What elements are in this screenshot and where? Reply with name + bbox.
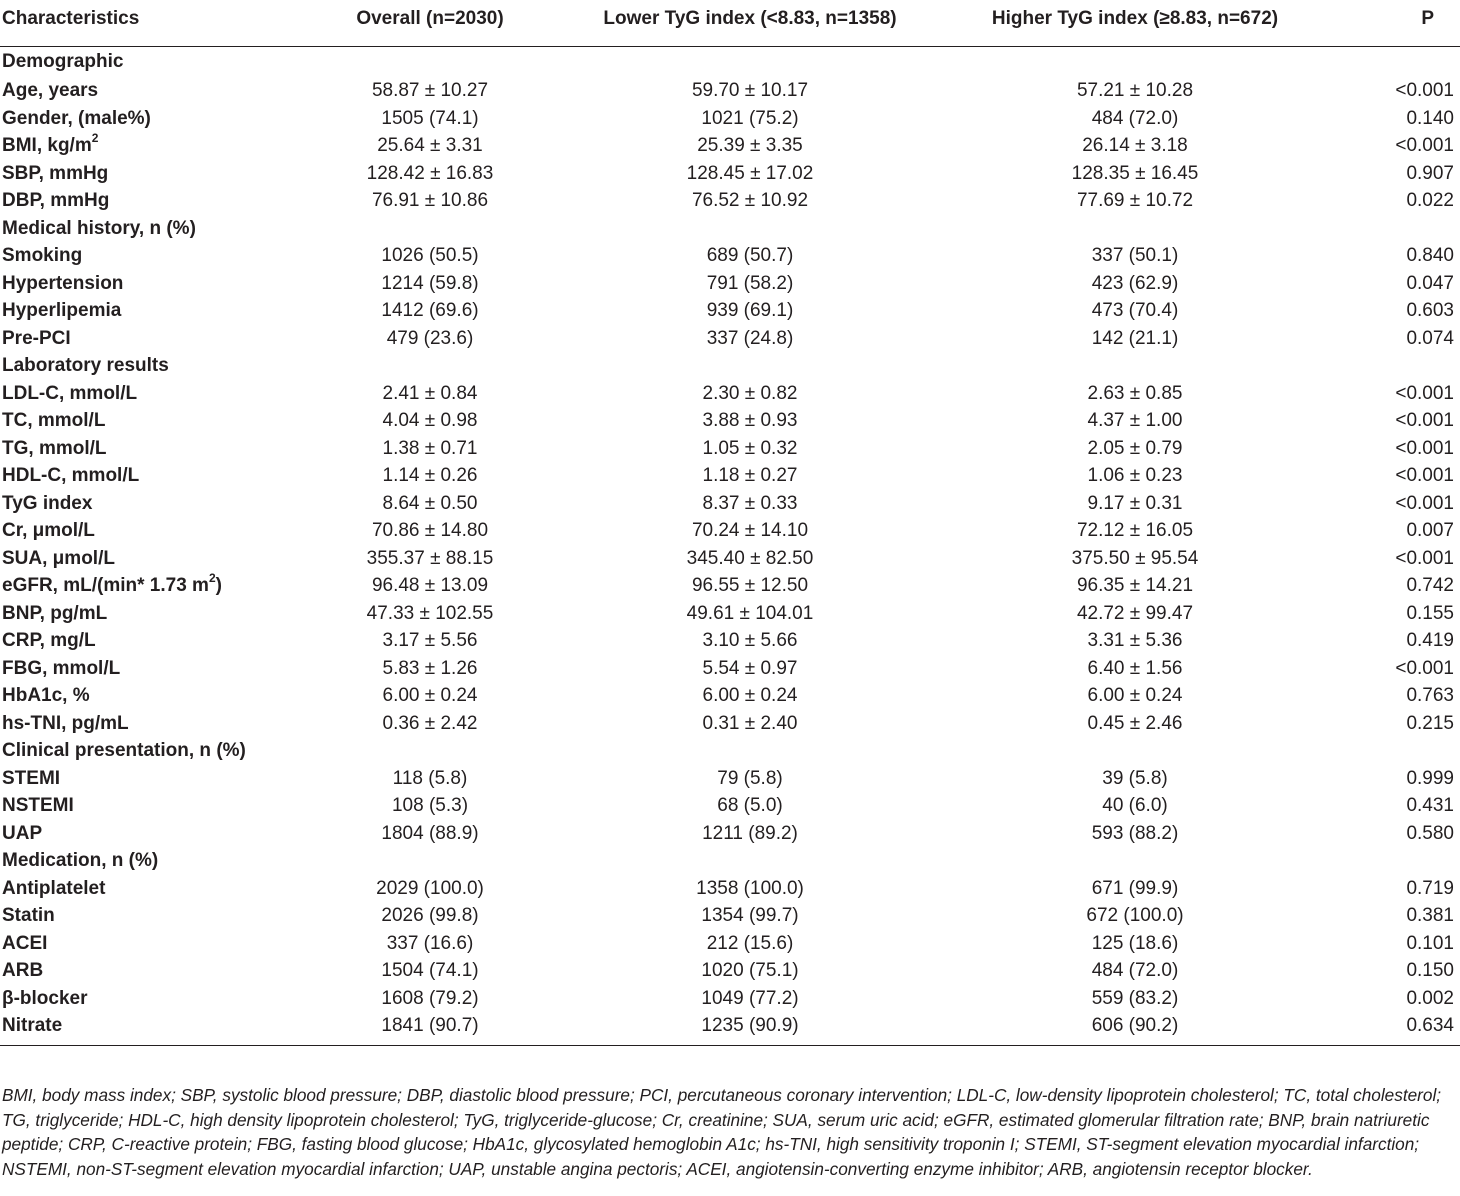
- section-row: [0, 737, 1460, 765]
- cell-overall: 1841 (90.7): [300, 1012, 560, 1046]
- table-row: [0, 682, 1460, 710]
- cell-overall: 96.48 ± 13.09: [371, 575, 489, 597]
- cell-p-value: 0.140: [1406, 107, 1454, 129]
- cell-higher-tyg: 484 (72.0): [1091, 107, 1179, 129]
- row-label: [0, 1012, 300, 1046]
- cell-p-value: [1330, 215, 1460, 243]
- section-label: [0, 737, 300, 765]
- cell-higher-tyg: 77.69 ± 10.72: [1076, 190, 1194, 212]
- section-row: [0, 847, 1460, 875]
- cell-higher-tyg: 42.72 ± 99.47: [1076, 602, 1194, 624]
- cell-overall: 2026 (99.8): [381, 905, 479, 927]
- cell-lower-tyg: 2.30 ± 0.82: [702, 382, 798, 404]
- cell-lower-tyg: 1021 (75.2): [701, 107, 799, 129]
- cell-lower-tyg: 70.24 ± 14.10: [691, 520, 809, 542]
- cell-lower-tyg: 939 (69.1): [706, 300, 794, 322]
- row-label-text: Age, years: [2, 80, 99, 102]
- cell-overall: [300, 737, 560, 765]
- cell-overall: 108 (5.3): [391, 795, 469, 817]
- cell-overall: 58.87 ± 10.27: [371, 80, 489, 102]
- row-label-text: STEMI: [2, 767, 61, 789]
- cell-p-value: 0.580: [1406, 822, 1454, 844]
- row-label-text: UAP: [2, 822, 43, 844]
- row-label-text: FBG, mmol/L: [2, 657, 121, 679]
- section-label: [0, 352, 300, 380]
- cell-p-value: 0.840: [1406, 245, 1454, 267]
- cell-higher-tyg: 128.35 ± 16.45: [1071, 162, 1199, 184]
- table-row: [0, 407, 1460, 435]
- cell-overall: 1.14 ± 0.26: [382, 465, 478, 487]
- row-label: [0, 490, 300, 518]
- cell-lower-tyg: [560, 47, 940, 78]
- section-row: [0, 352, 1460, 380]
- cell-lower-tyg: [560, 352, 940, 380]
- cell-lower-tyg: 337 (24.8): [706, 327, 794, 349]
- cell-higher-tyg: 671 (99.9): [1091, 877, 1179, 899]
- row-label: [0, 792, 300, 820]
- table-row: [0, 242, 1460, 270]
- table-body: [0, 47, 1460, 1046]
- header-overall: Overall (n=2030): [300, 8, 560, 47]
- cell-higher-tyg: 6.40 ± 1.56: [1087, 657, 1183, 679]
- cell-overall: 4.04 ± 0.98: [382, 410, 478, 432]
- row-label-text: Gender, (male%): [2, 107, 151, 129]
- row-label: [0, 77, 300, 105]
- section-label: [0, 47, 300, 78]
- cell-overall: 1026 (50.5): [381, 245, 479, 267]
- row-label-superscript: 2: [208, 570, 216, 585]
- cell-lower-tyg: 791 (58.2): [706, 272, 794, 294]
- row-label-suffix: ): [215, 575, 222, 597]
- cell-overall: 2.41 ± 0.84: [382, 382, 478, 404]
- cell-overall: 6.00 ± 0.24: [382, 685, 478, 707]
- cell-overall: [300, 47, 560, 78]
- row-label: [0, 655, 300, 683]
- table-row: [0, 1012, 1460, 1046]
- cell-p-value: 0.907: [1406, 162, 1454, 184]
- cell-lower-tyg: 689 (50.7): [706, 245, 794, 267]
- row-label: [0, 435, 300, 463]
- section-row: [0, 47, 1460, 78]
- table-row: [0, 435, 1460, 463]
- table-row: [0, 572, 1460, 600]
- row-label: [0, 930, 300, 958]
- header-characteristics: Characteristics: [0, 8, 300, 47]
- cell-overall: 1412 (69.6): [381, 300, 479, 322]
- cell-higher-tyg: 423 (62.9): [1091, 272, 1179, 294]
- row-label-text: eGFR, mL/(min* 1.73 m: [2, 575, 209, 597]
- row-label: [0, 600, 300, 628]
- row-label-text: hs-TNI, pg/mL: [2, 712, 129, 734]
- table-row: [0, 462, 1460, 490]
- cell-lower-tyg: 1049 (77.2): [701, 987, 799, 1009]
- row-label: [0, 105, 300, 133]
- cell-lower-tyg: 1020 (75.1): [701, 960, 799, 982]
- table-row: [0, 792, 1460, 820]
- table-row: [0, 627, 1460, 655]
- cell-higher-tyg: [940, 737, 1330, 765]
- cell-p-value: 0.719: [1406, 877, 1454, 899]
- cell-lower-tyg: [560, 215, 940, 243]
- table-row: [0, 270, 1460, 298]
- cell-lower-tyg: 1358 (100.0): [696, 877, 804, 899]
- cell-higher-tyg: 484 (72.0): [1091, 960, 1179, 982]
- cell-p-value: <0.001: [1395, 657, 1454, 679]
- cell-higher-tyg: [940, 847, 1330, 875]
- row-label-text: Antiplatelet: [2, 877, 106, 899]
- cell-lower-tyg: 345.40 ± 82.50: [686, 547, 814, 569]
- cell-overall: 1504 (74.1): [381, 960, 479, 982]
- cell-higher-tyg: 26.14 ± 3.18: [1082, 135, 1188, 157]
- row-label: [0, 627, 300, 655]
- row-label-text: LDL-C, mmol/L: [2, 382, 138, 404]
- row-label-text: BNP, pg/mL: [2, 602, 108, 624]
- table-row: [0, 600, 1460, 628]
- row-label-text: Pre-PCI: [2, 327, 71, 349]
- cell-overall: 8.64 ± 0.50: [382, 492, 478, 514]
- cell-overall: [300, 352, 560, 380]
- row-label-text: Cr, μmol/L: [2, 520, 95, 542]
- cell-overall: 47.33 ± 102.55: [366, 602, 494, 624]
- row-label-superscript: 2: [91, 130, 99, 145]
- table-row: [0, 490, 1460, 518]
- cell-p-value: 0.603: [1406, 300, 1454, 322]
- cell-lower-tyg: 68 (5.0): [717, 795, 783, 817]
- row-label-text: HDL-C, mmol/L: [2, 465, 140, 487]
- cell-p-value: <0.001: [1395, 135, 1454, 157]
- cell-lower-tyg: 212 (15.6): [706, 932, 794, 954]
- table-row: [0, 297, 1460, 325]
- cell-lower-tyg: 76.52 ± 10.92: [691, 190, 809, 212]
- cell-overall: 337 (16.6): [386, 932, 474, 954]
- table-row: [0, 77, 1460, 105]
- cell-overall: 25.64 ± 3.31: [377, 135, 483, 157]
- table-row: [0, 105, 1460, 133]
- cell-overall: 1214 (59.8): [381, 272, 479, 294]
- row-label-text: TyG index: [2, 492, 93, 514]
- cell-higher-tyg: 337 (50.1): [1091, 245, 1179, 267]
- table-row: [0, 930, 1460, 958]
- row-label-text: HbA1c, %: [2, 685, 90, 707]
- row-label-text: Medication, n (%): [2, 850, 159, 872]
- cell-p-value: 0.634: [1330, 1012, 1460, 1046]
- row-label-text: Statin: [2, 905, 55, 927]
- row-label-text: NSTEMI: [2, 795, 74, 817]
- table-row: [0, 710, 1460, 738]
- cell-higher-tyg: 39 (5.8): [1102, 767, 1168, 789]
- cell-lower-tyg: 1.18 ± 0.27: [702, 465, 798, 487]
- row-label-text: Nitrate: [2, 1015, 63, 1036]
- row-label: [0, 875, 300, 903]
- cell-p-value: 0.150: [1406, 960, 1454, 982]
- row-label: [0, 297, 300, 325]
- row-label-text: SBP, mmHg: [2, 162, 109, 184]
- row-label: [0, 710, 300, 738]
- cell-p-value: [1330, 47, 1460, 78]
- cell-overall: [300, 847, 560, 875]
- table-row: [0, 187, 1460, 215]
- cell-lower-tyg: 6.00 ± 0.24: [702, 685, 798, 707]
- cell-p-value: 0.101: [1406, 932, 1454, 954]
- row-label-text: TG, mmol/L: [2, 437, 107, 459]
- cell-p-value: 0.381: [1406, 905, 1454, 927]
- cell-overall: 70.86 ± 14.80: [371, 520, 489, 542]
- cell-p-value: 0.047: [1406, 272, 1454, 294]
- row-label-text: Clinical presentation, n (%): [2, 740, 246, 762]
- cell-lower-tyg: [560, 737, 940, 765]
- cell-p-value: 0.022: [1406, 190, 1454, 212]
- cell-higher-tyg: 9.17 ± 0.31: [1087, 492, 1183, 514]
- cell-lower-tyg: 59.70 ± 10.17: [691, 80, 809, 102]
- cell-higher-tyg: 2.05 ± 0.79: [1087, 437, 1183, 459]
- cell-overall: 3.17 ± 5.56: [382, 630, 478, 652]
- cell-higher-tyg: 1.06 ± 0.23: [1087, 465, 1183, 487]
- row-label-text: BMI, kg/m: [2, 135, 92, 157]
- cell-lower-tyg: 8.37 ± 0.33: [702, 492, 798, 514]
- table-row: [0, 325, 1460, 353]
- cell-p-value: 0.002: [1406, 987, 1454, 1009]
- cell-overall: 118 (5.8): [392, 767, 468, 789]
- row-label-text: β-blocker: [2, 987, 88, 1009]
- cell-p-value: 0.763: [1406, 685, 1454, 707]
- cell-higher-tyg: 672 (100.0): [1086, 905, 1184, 927]
- cell-p-value: [1330, 737, 1460, 765]
- row-label-text: ACEI: [2, 932, 48, 954]
- row-label: [0, 325, 300, 353]
- row-label: [0, 462, 300, 490]
- cell-lower-tyg: 128.45 ± 17.02: [686, 162, 814, 184]
- table-row: [0, 875, 1460, 903]
- row-label: [0, 572, 300, 600]
- section-label: [0, 847, 300, 875]
- row-label-text: ARB: [2, 960, 44, 982]
- row-label: [0, 517, 300, 545]
- row-label: [0, 187, 300, 215]
- table-row: [0, 902, 1460, 930]
- cell-higher-tyg: 3.31 ± 5.36: [1087, 630, 1183, 652]
- cell-higher-tyg: 4.37 ± 1.00: [1087, 410, 1183, 432]
- header-row: [0, 8, 1460, 47]
- cell-overall: 76.91 ± 10.86: [371, 190, 489, 212]
- row-label: [0, 902, 300, 930]
- cell-higher-tyg: 593 (88.2): [1091, 822, 1179, 844]
- cell-lower-tyg: 49.61 ± 104.01: [686, 602, 814, 624]
- cell-overall: 128.42 ± 16.83: [366, 162, 494, 184]
- row-label-text: Hyperlipemia: [2, 300, 122, 322]
- cell-p-value: <0.001: [1395, 410, 1454, 432]
- cell-overall: 5.83 ± 1.26: [382, 657, 478, 679]
- cell-lower-tyg: 1235 (90.9): [560, 1012, 940, 1046]
- row-label: [0, 545, 300, 573]
- cell-p-value: 0.155: [1406, 602, 1454, 624]
- row-label-text: Laboratory results: [2, 355, 169, 377]
- row-label-text: Medical history, n (%): [2, 217, 196, 239]
- row-label: [0, 820, 300, 848]
- table-row: [0, 160, 1460, 188]
- table-row: [0, 957, 1460, 985]
- row-label: [0, 407, 300, 435]
- cell-lower-tyg: 1211 (89.2): [702, 822, 798, 844]
- table-row: [0, 545, 1460, 573]
- cell-p-value: [1330, 352, 1460, 380]
- cell-lower-tyg: 5.54 ± 0.97: [702, 657, 798, 679]
- row-label: [0, 242, 300, 270]
- cell-higher-tyg: 473 (70.4): [1091, 300, 1179, 322]
- cell-overall: 355.37 ± 88.15: [366, 547, 494, 569]
- row-label: [0, 682, 300, 710]
- section-row: [0, 215, 1460, 243]
- cell-p-value: <0.001: [1395, 80, 1454, 102]
- row-label: [0, 132, 300, 160]
- cell-lower-tyg: 96.55 ± 12.50: [691, 575, 809, 597]
- cell-lower-tyg: 79 (5.8): [717, 767, 783, 789]
- row-label-text: Demographic: [2, 51, 124, 72]
- cell-p-value: 0.999: [1406, 767, 1454, 789]
- table-header: [0, 8, 1460, 47]
- cell-overall: 1804 (88.9): [381, 822, 479, 844]
- row-label-text: DBP, mmHg: [2, 190, 110, 212]
- cell-overall: 479 (23.6): [386, 327, 474, 349]
- cell-lower-tyg: 3.88 ± 0.93: [702, 410, 798, 432]
- table-row: [0, 517, 1460, 545]
- row-label: [0, 160, 300, 188]
- cell-higher-tyg: 2.63 ± 0.85: [1087, 382, 1183, 404]
- cell-p-value: [1330, 847, 1460, 875]
- row-label-text: Smoking: [2, 245, 83, 267]
- cell-lower-tyg: 0.31 ± 2.40: [702, 712, 798, 734]
- cell-lower-tyg: 25.39 ± 3.35: [697, 135, 803, 157]
- cell-higher-tyg: 57.21 ± 10.28: [1076, 80, 1194, 102]
- table-row: [0, 765, 1460, 793]
- section-label: [0, 215, 300, 243]
- cell-p-value: 0.419: [1406, 630, 1454, 652]
- cell-higher-tyg: 6.00 ± 0.24: [1087, 685, 1183, 707]
- cell-higher-tyg: [940, 352, 1330, 380]
- cell-overall: [300, 215, 560, 243]
- cell-higher-tyg: 125 (18.6): [1091, 932, 1179, 954]
- cell-higher-tyg: 0.45 ± 2.46: [1087, 712, 1183, 734]
- cell-lower-tyg: 1354 (99.7): [701, 905, 799, 927]
- row-label: [0, 957, 300, 985]
- cell-p-value: <0.001: [1395, 437, 1454, 459]
- cell-overall: 1608 (79.2): [381, 987, 479, 1009]
- row-label: [0, 270, 300, 298]
- cell-higher-tyg: [940, 215, 1330, 243]
- header-lower-tyg: Lower TyG index (<8.83, n=1358): [560, 8, 940, 47]
- cell-lower-tyg: [560, 847, 940, 875]
- row-label: [0, 380, 300, 408]
- cell-p-value: 0.007: [1406, 520, 1454, 542]
- cell-higher-tyg: 72.12 ± 16.05: [1076, 520, 1194, 542]
- row-label-text: SUA, μmol/L: [2, 547, 115, 569]
- cell-overall: 1505 (74.1): [381, 107, 479, 129]
- cell-higher-tyg: 142 (21.1): [1091, 327, 1179, 349]
- cell-p-value: <0.001: [1395, 492, 1454, 514]
- table-row: [0, 655, 1460, 683]
- cell-lower-tyg: 1.05 ± 0.32: [702, 437, 798, 459]
- row-label: [0, 765, 300, 793]
- cell-lower-tyg: 3.10 ± 5.66: [702, 630, 798, 652]
- cell-overall: 0.36 ± 2.42: [382, 712, 478, 734]
- row-label: [0, 985, 300, 1013]
- row-label-text: CRP, mg/L: [2, 630, 96, 652]
- row-label-text: Hypertension: [2, 272, 124, 294]
- cell-higher-tyg: [940, 47, 1330, 78]
- cell-p-value: 0.431: [1406, 795, 1454, 817]
- row-label-text: TC, mmol/L: [2, 410, 106, 432]
- table-footnote: BMI, body mass index; SBP, systolic blood pressure; DBP, diastolic blood pressure; PCI, percutaneous coronary intervention; LDL-C, low-density lipoprotein cholesterol; TC, total cholesterol; TG, triglyceride; HDL-C, high density lipoprotein cholesterol; TyG, triglyceride-glucose; Cr, creatinine; SUA, serum uric acid; eGFR, estimated glomerular filtration rate; BNP, brain natriuretic peptide; CRP, C-reactive protein; FBG, fasting blood glucose; HbA1c, glycosylated hemoglobin A1c; hs-TNI, high sensitivity troponin I; STEMI, ST-segment elevation myocardial infarction; NSTEMI, non-ST-segment elevation myocardial infarction; UAP, unstable angina pectoris; ACEI, angiotensin-converting enzyme inhibitor; ARB, angiotensin receptor blocker.: [2, 1085, 1442, 1179]
- cell-higher-tyg: 606 (90.2): [940, 1012, 1330, 1046]
- baseline-characteristics-table: [0, 8, 1460, 1046]
- cell-higher-tyg: 375.50 ± 95.54: [1071, 547, 1199, 569]
- cell-overall: 1.38 ± 0.71: [382, 437, 478, 459]
- table-row: [0, 132, 1460, 160]
- cell-overall: 2029 (100.0): [376, 877, 484, 899]
- cell-p-value: 0.074: [1406, 327, 1454, 349]
- cell-p-value: 0.742: [1406, 575, 1454, 597]
- cell-p-value: <0.001: [1395, 547, 1454, 569]
- header-higher-tyg: Higher TyG index (≥8.83, n=672): [940, 8, 1330, 47]
- cell-p-value: <0.001: [1395, 382, 1454, 404]
- cell-higher-tyg: 559 (83.2): [1091, 987, 1179, 1009]
- header-p: P: [1330, 8, 1460, 47]
- cell-p-value: <0.001: [1395, 465, 1454, 487]
- cell-higher-tyg: 96.35 ± 14.21: [1076, 575, 1194, 597]
- cell-p-value: 0.215: [1406, 712, 1454, 734]
- table-row: [0, 985, 1460, 1013]
- table-row: [0, 820, 1460, 848]
- table-row: [0, 380, 1460, 408]
- cell-higher-tyg: 40 (6.0): [1102, 795, 1168, 817]
